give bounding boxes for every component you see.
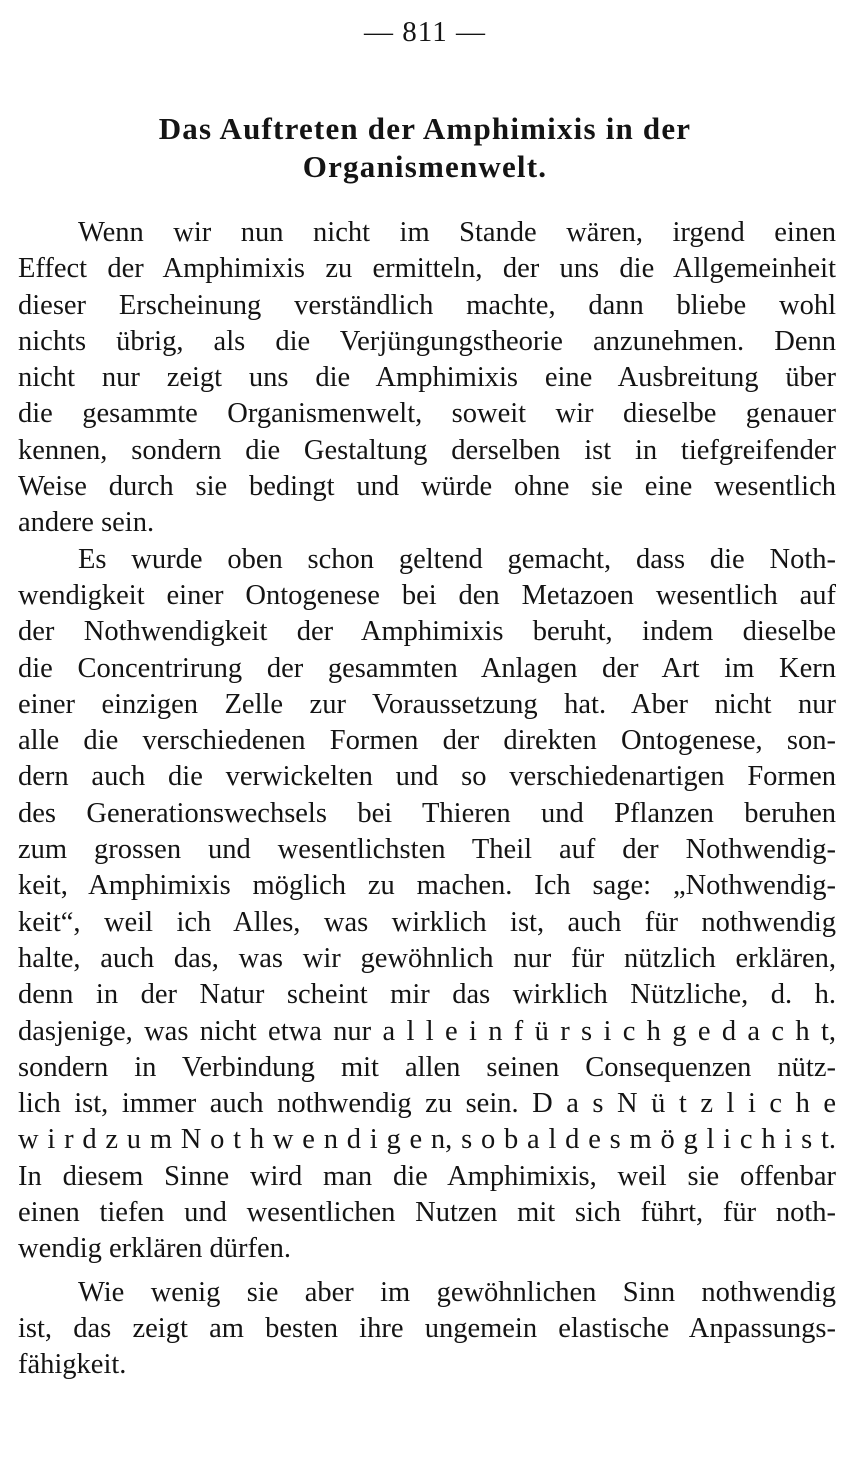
text-line: wendig erklären dürfen. (18, 1233, 292, 1265)
text-line: einen tiefen und wesentlichen Nutzen mit sich führt, für noth- (18, 1197, 836, 1229)
text-line: dieser Erscheinung verständlich machte, dann bliebe wohl (18, 289, 836, 321)
text-line: fähigkeit. (18, 1349, 127, 1381)
text-line: des Generationswechsels bei Thieren und Pflanzen beruhen (18, 797, 836, 829)
paragraph-2 (18, 542, 836, 1268)
text-line: dern auch die verwickelten und so verschiedenartigen Formen (18, 761, 836, 793)
text-line: nicht nur zeigt uns die Amphimixis eine Ausbreitung über (18, 362, 836, 394)
text-line: Es wurde oben schon geltend gemacht, dass die Noth- (78, 543, 836, 575)
text-line: keit, Amphimixis möglich zu machen. Ich sage: „Nothwendig- (18, 870, 836, 902)
text-line: sondern in Verbindung mit allen seinen Consequenzen nütz- (18, 1051, 836, 1083)
text-line: nichts übrig, als die Verjüngungstheorie anzunehmen. Denn (18, 325, 836, 357)
text-line: alle die verschiedenen Formen der direkten Ontogenese, son- (18, 725, 836, 757)
text-line: In diesem Sinne wird man die Amphimixis, weil sie offenbar (18, 1160, 836, 1192)
text-line: Weise durch sie bedingt und würde ohne sie eine wesentlich (18, 471, 836, 503)
text-line: zum grossen und wesentlichsten Theil auf der Nothwendig- (18, 834, 836, 866)
text-line: halte, auch das, was wir gewöhnlich nur für nützlich erklären, (18, 942, 836, 974)
section-heading (60, 110, 790, 186)
text-line: die Concentrirung der gesammten Anlagen der Art im Kern (18, 652, 836, 684)
text-line: w i r d z u m N o t h w e n d i g e n, s o b a l d e s m ö g l i c h i s t. (18, 1124, 836, 1156)
text-line: keit“, weil ich Alles, was wirklich ist, auch für nothwendig (18, 906, 836, 938)
text-line: die gesammte Organismenwelt, soweit wir dieselbe genauer (18, 398, 836, 430)
text-line: wendigkeit einer Ontogenese bei den Metazoen wesentlich auf (18, 579, 836, 611)
text-line: lich ist, immer auch nothwendig zu sein. D a s N ü t z l i c h e (18, 1088, 836, 1120)
body-text (18, 215, 836, 1384)
paragraph-3 (18, 1275, 836, 1384)
text-line: Wie wenig sie aber im gewöhnlichen Sinn nothwendig (78, 1276, 836, 1308)
text-line: ist, das zeigt am besten ihre ungemein elastische Anpassungs- (18, 1312, 836, 1344)
text-line: Wenn wir nun nicht im Stande wären, irgend einen (78, 217, 836, 248)
heading-line-1: Das Auftreten der Amphimixis in der (158, 111, 692, 146)
paragraph-gap (18, 1268, 836, 1275)
heading-line-2: Organismenwelt. (302, 149, 548, 184)
text-line: einer einzigen Zelle zur Voraussetzung hat. Aber nicht nur (18, 688, 836, 720)
text-line: andere sein. (18, 507, 155, 539)
text-line: der Nothwendigkeit der Amphimixis beruht, indem dieselbe (18, 616, 836, 648)
text-line: denn in der Natur scheint mir das wirklich Nützliche, d. h. (18, 979, 836, 1011)
text-line: dasjenige, was nicht etwa nur a l l e i n f ü r s i c h g e d a c h t, (18, 1015, 836, 1047)
paragraph-1 (18, 215, 836, 542)
text-line: kennen, sondern die Gestaltung derselben ist in tiefgreifender (18, 434, 836, 466)
page-number: — 811 — (364, 16, 486, 48)
text-line: Effect der Amphimixis zu ermitteln, der uns die Allgemeinheit (18, 253, 836, 285)
